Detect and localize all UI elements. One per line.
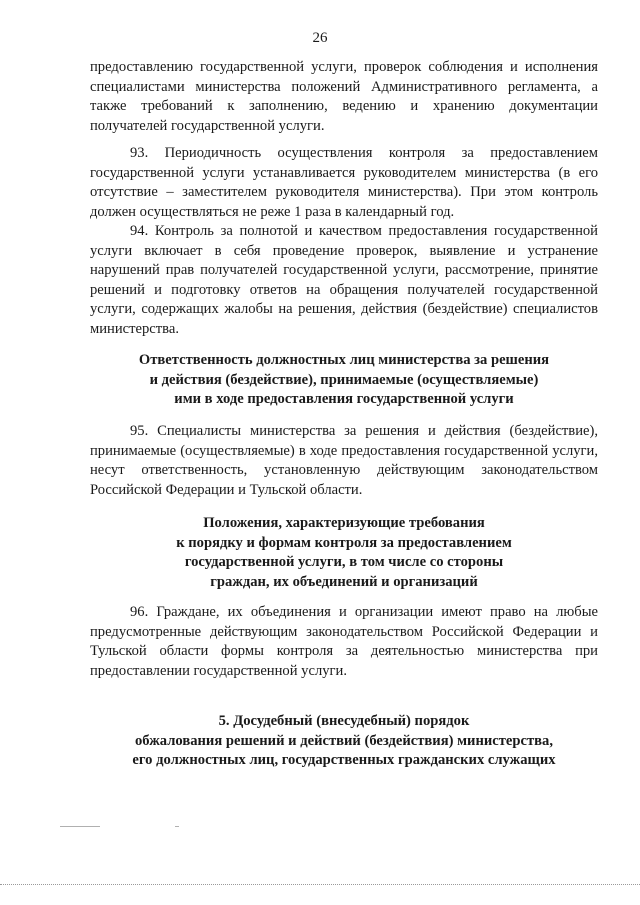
paragraph-93: 93. Периодичность осуществления контроля за предоставлением государственной услуги устанавливается руководителем министерства (в его отсутствие – заместителем руководителя министерства). При этом контроль должен осуществляться не реже 1 раза в календарный год. (90, 145, 598, 220)
paragraph-95: 95. Специалисты министерства за решения и действия (бездействие), принимаемые (осуществляемые) в ходе предоставления государственной услуги, несут ответственность, установленную действующим законодательством Российской Федерации и Тульской области. (90, 423, 598, 498)
heading-line: и действия (бездействие), принимаемые (осуществляемые) (149, 371, 539, 388)
scan-artifact-line (0, 884, 640, 886)
heading-line: ими в ходе предоставления государственной услуги (174, 391, 514, 407)
heading-line: граждан, их объединений и организаций (210, 573, 478, 590)
heading-line: обжалования решений и действий (бездействия) министерства, (134, 732, 553, 749)
paragraph-continuation: предоставлению государственной услуги, проверок соблюдения и исполнения специалистами министерства положений Административного регламента, а также требований к заполнению, ведению и хранению документации получателей государственной услуги. (90, 59, 598, 134)
section-heading-control-requirements (90, 514, 598, 592)
heading-line: 5. Досудебный (внесудебный) порядок (218, 713, 470, 729)
section-heading-responsibility (90, 351, 598, 410)
section-heading-pretrial-appeal (90, 712, 598, 771)
heading-line: государственной услуги, в том числе со стороны (184, 554, 504, 570)
paragraph-96: 96. Граждане, их объединения и организации имеют право на любые предусмотренные действующим законодательством Российской Федерации и Тульской области формы контроля за деятельностью министерства при предоставлении государственной услуги. (90, 604, 598, 679)
page-number: 26 (312, 30, 328, 46)
heading-line: Положения, характеризующие требования (203, 515, 485, 531)
paragraph-94: 94. Контроль за полнотой и качеством предоставления государственной услуги включает в себя проведение проверок, выявление и устранение нарушений прав получателей государственной услуги, рассмотрение, принятие решений и подготовку ответов на обращения получателей государственной услуги, содержащих жалобы на решения, действия (бездействие) специалистов министерства. (90, 223, 598, 337)
heading-line: к порядку и формам контроля за предоставлением (176, 534, 512, 551)
heading-line: его должностных лиц, государственных гражданских служащих (132, 752, 556, 768)
heading-line: Ответственность должностных лиц министерства за решения (138, 352, 550, 368)
scan-artifact (60, 826, 100, 827)
scan-artifact (175, 826, 179, 827)
